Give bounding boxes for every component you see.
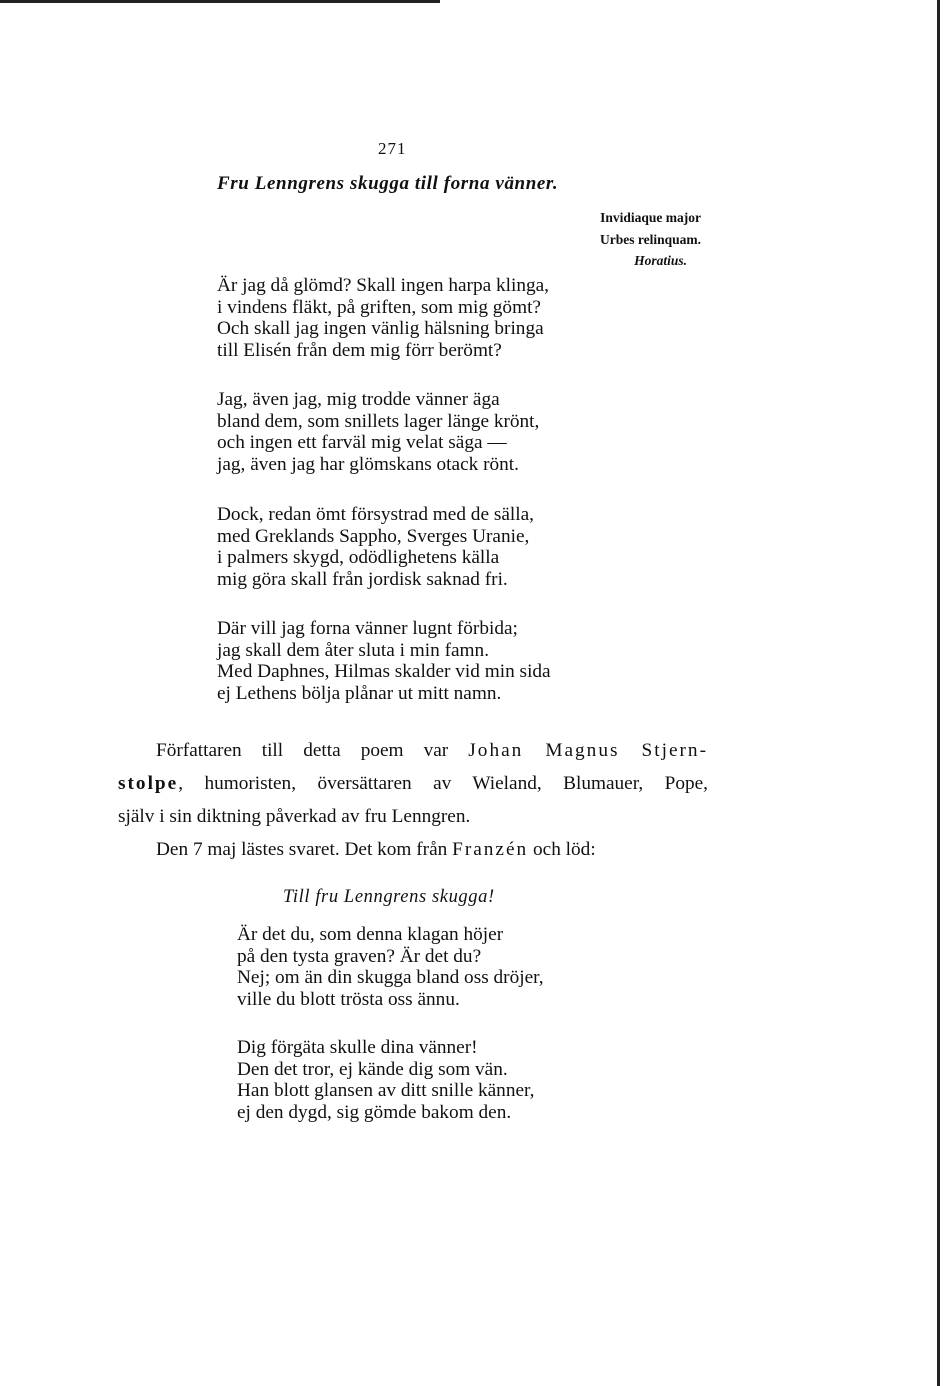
verse-line: Nej; om än din skugga bland oss dröjer, — [237, 967, 544, 989]
epigraph-author: Horatius. — [634, 253, 687, 269]
verse-line: Med Daphnes, Hilmas skalder vid min sida — [217, 661, 551, 683]
verse-line: i palmers skygd, odödlighetens källa — [217, 547, 500, 569]
author-name-cont: stolpe — [118, 773, 179, 794]
verse-line: ville du blott trösta oss ännu. — [237, 989, 460, 1011]
verse-line: bland dem, som snillets lager länge krönt, — [217, 410, 540, 432]
verse-line: och ingen ett farväl mig velat säga — — [217, 432, 507, 454]
verse-line: Är jag då glömd? Skall ingen harpa klinga, — [217, 275, 549, 296]
scan-edge-right — [937, 0, 940, 1386]
paragraph: Författaren till detta poem var Johan Magnus Stjern- stolpe, humoristen, översättaren av Wieland, Blumauer, Pope, — [118, 740, 708, 794]
verse-line: Och skall jag ingen vänlig hälsning bringa — [217, 318, 544, 340]
epigraph-line: Invidiaque major — [600, 210, 701, 225]
poem1-stanza-1 — [217, 275, 549, 362]
scan-edge-top — [0, 0, 440, 3]
poem1-stanza-4 — [217, 618, 551, 705]
verse-line: Är det du, som denna klagan höjer — [237, 924, 504, 945]
verse-line: Där vill jag forna vänner lugnt förbida; — [217, 618, 518, 639]
verse-line: ej Lethens bölja plånar ut mitt namn. — [217, 683, 502, 705]
prose-body — [118, 734, 708, 866]
poem2-stanza-1 — [237, 924, 544, 1011]
verse-line: på den tysta graven? Är det du? — [237, 945, 482, 967]
epigraph — [600, 207, 701, 272]
verse-line: ej den dygd, sig gömde bakom den. — [237, 1102, 512, 1124]
page-number: 271 — [378, 139, 407, 158]
verse-line: Jag, även jag, mig trodde vänner äga — [217, 389, 500, 410]
verse-line: jag, även jag har glömskans otack rönt. — [217, 454, 519, 476]
author-name: Johan Magnus Stjern- — [468, 740, 708, 761]
author-name: Franzén — [452, 839, 529, 860]
poem1-title: Fru Lenngrens skugga till forna vänner. — [217, 173, 559, 194]
verse-line: i vindens fläkt, på griften, som mig gömt? — [217, 296, 541, 318]
verse-line: mig göra skall från jordisk saknad fri. — [217, 569, 508, 591]
verse-line: Den det tror, ej kände dig som vän. — [237, 1058, 508, 1080]
epigraph-line: Urbes relinquam. — [599, 231, 701, 247]
verse-line: med Greklands Sappho, Sverges Uranie, — [217, 525, 530, 547]
poem1-stanza-3 — [217, 504, 534, 591]
verse-line: Han blott glansen av ditt snille känner, — [237, 1080, 535, 1102]
paragraph: Den 7 maj lästes svaret. Det kom från Franzén och löd: — [156, 839, 596, 860]
poem2-title: Till fru Lenngrens skugga! — [283, 887, 495, 907]
verse-line: Dock, redan ömt försystrad med de sälla, — [217, 504, 534, 525]
poem2-stanza-2 — [237, 1037, 535, 1124]
verse-line: Dig förgäta skulle dina vänner! — [237, 1037, 478, 1058]
poem1-stanza-2 — [217, 389, 539, 476]
verse-line: till Elisén från dem mig förr berömt? — [217, 340, 502, 362]
paragraph-cont: själv i sin diktning påverkad av fru Lenngren. — [118, 806, 471, 827]
verse-line: jag skall dem åter sluta i min famn. — [217, 639, 490, 661]
